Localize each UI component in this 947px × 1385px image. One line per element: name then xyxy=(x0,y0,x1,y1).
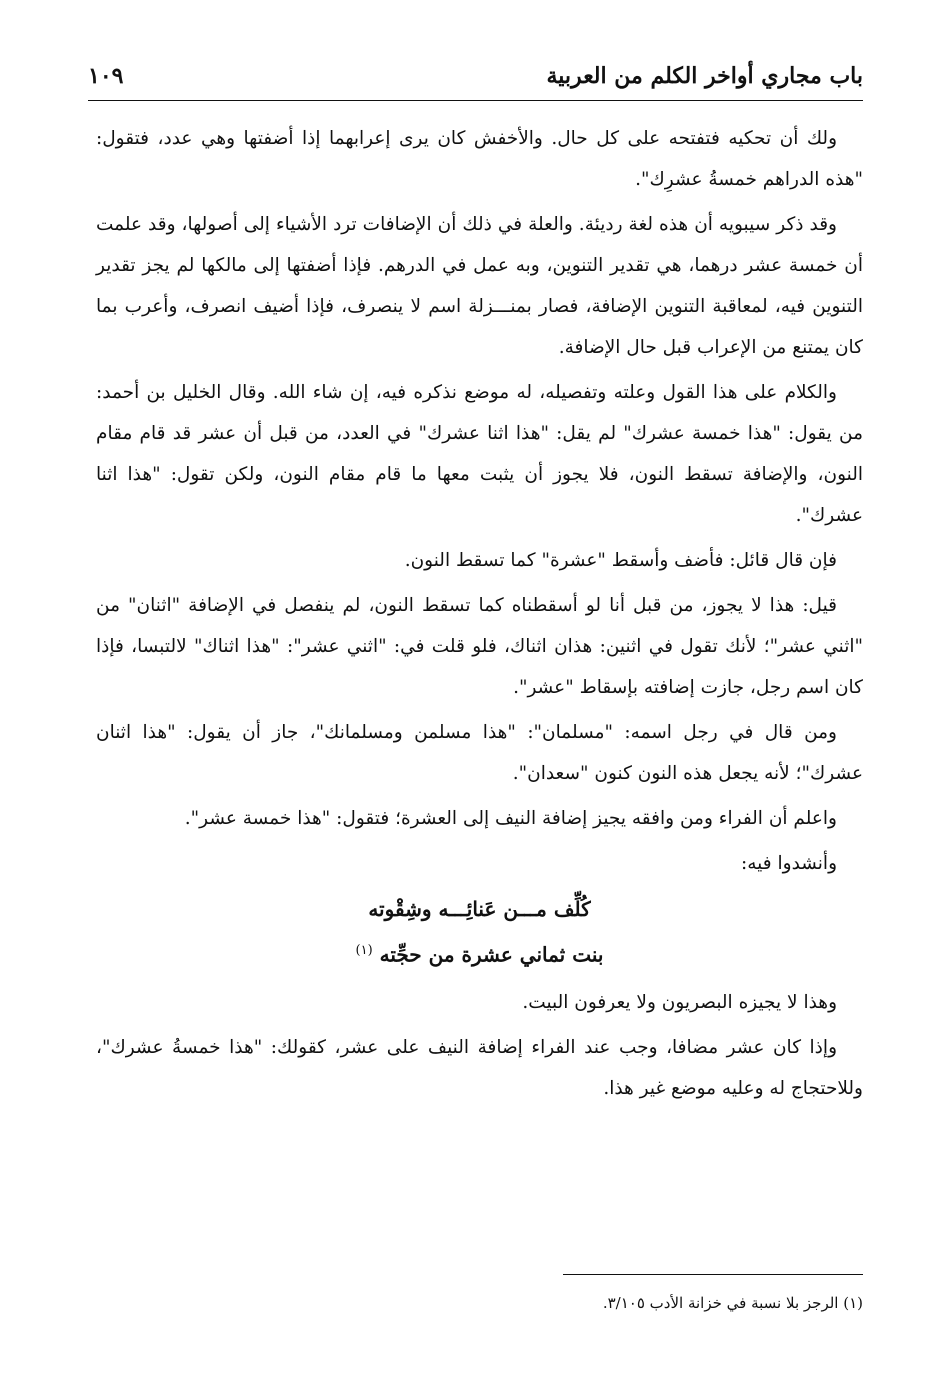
header-divider xyxy=(88,100,863,101)
footnote-marker: (١) xyxy=(355,943,373,958)
poem-verse xyxy=(96,888,863,976)
paragraph: واعلم أن الفراء ومن وافقه يجيز إضافة النيف إلى العشرة؛ فتقول: "هذا خمسة عشر". xyxy=(184,808,837,829)
paragraph: وأنشدوا فيه: xyxy=(741,853,837,874)
verse-line-2 xyxy=(96,930,863,976)
footnote-divider xyxy=(563,1274,863,1275)
chapter-title: باب مجاري أواخر الكلم من العربية xyxy=(546,63,863,89)
page-number: ١٠٩ xyxy=(88,63,124,89)
main-text xyxy=(96,118,863,1113)
verse-line-2-text: بنت ثماني عشرة من حجِّته xyxy=(379,942,604,967)
paragraph: والكلام على هذا القول وعلته وتفصيله، له موضع نذكره فيه، إن شاء الله. وقال الخليل بن أحمد: من يقول: "هذا خمسة عشرك" لم يقل: "هذا اثنا عشرك" في العدد، من قبل أن عشر قد قام مقام النون، والإضافة تسقط النون، فلا يجوز أن يثبت معها ما قام مقام النون، ولكن تقول: "هذا اثنا عشرك". xyxy=(96,382,863,526)
paragraph: وهذا لا يجيزه البصريون ولا يعرفون البيت. xyxy=(522,991,837,1013)
paragraph: فإن قال قائل: فأضف وأسقط "عشرة" كما تسقط النون. xyxy=(404,550,837,571)
paragraph: قيل: هذا لا يجوز، من قبل أنا لو أسقطناه كما تسقط النون، لم ينفصل في الإضافة "اثنان" من "اثني عشر"؛ لأنك تقول في اثنين: هذان اثناك، فلو قلت في: "اثني عشر": "هذا اثناك" لالتبسا، فإذا كان اسم رجل، جازت إضافته بإسقاط "عشر". xyxy=(96,595,863,698)
verse-line-1: كُلِّف مـــن عَنائِـــه وشِقْوته xyxy=(368,897,591,921)
paragraph: ولك أن تحكيه فتفتحه على كل حال. والأخفش كان يرى إعرابهما إذا أضفتها وهي عدد، فتقول: "هذه الدراهم خمسةُ عشرِك". xyxy=(96,128,863,190)
paragraph: ومن قال في رجل اسمه: "مسلمان": "هذا مسلمن ومسلمانك"، جاز أن يقول: "هذا اثنان عشرك"؛ لأنه يجعل هذه النون كنون "سعدان". xyxy=(96,722,863,784)
footnote: (١) الرجز بلا نسبة في خزانة الأدب ٣/١٠٥. xyxy=(602,1294,863,1312)
paragraph: وقد ذكر سيبويه أن هذه لغة رديئة. والعلة في ذلك أن الإضافات ترد الأشياء إلى أصولها، وقد علمت أن خمسة عشر درهما، هي تقدير التنوين، وبه عمل في الدرهم. فإذا أضفتها إلى مالكها لم يجز تقدير التنوين فيه، لمعاقبة التنوين الإضافة، فصار بمنـــزلة اسم لا ينصرف، فإذا أضيف انصرف، وأعرب بما كان يمتنع من الإعراب قبل حال الإضافة. xyxy=(96,214,863,358)
running-header xyxy=(88,56,863,96)
paragraph: وإذا كان عشر مضافا، وجب عند الفراء إضافة النيف على عشر، كقولك: "هذا خمسةُ عشرك"، وللاحتجاج له وعليه موضع غير هذا. xyxy=(96,1036,863,1099)
